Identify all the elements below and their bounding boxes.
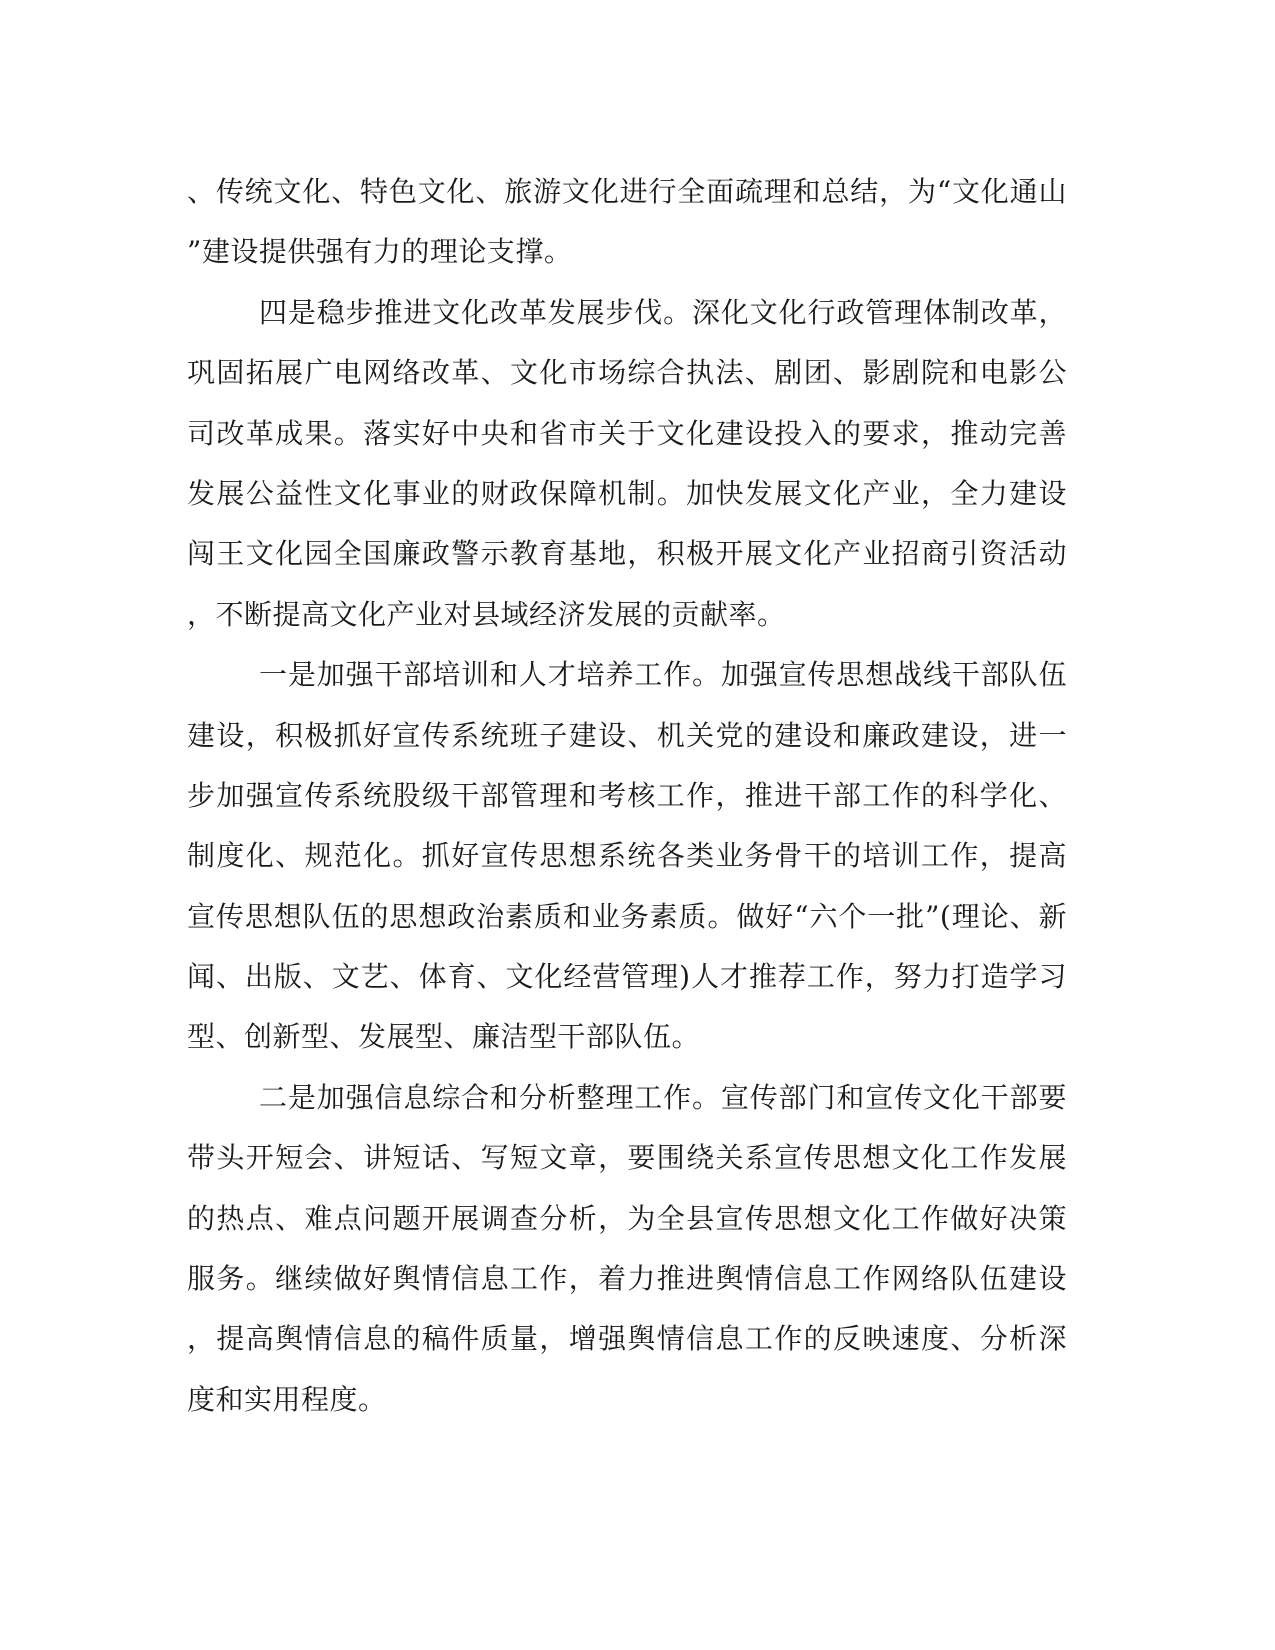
text-line: ”建设提供强有力的理论支撑。 xyxy=(187,235,573,269)
paragraph-first-line: 二是加强信息综合和分析整理工作。宣传部门和宣传文化干部要 xyxy=(259,1080,1067,1114)
text-line: 建设，积极抓好宣传系统班子建设、机关党的建设和廉政建设，进一 xyxy=(187,718,1067,752)
text-line: 司改革成果。落实好中央和省市关于文化建设投入的要求，推动完善 xyxy=(187,416,1067,450)
text-line: 服务。继续做好舆情信息工作，着力推进舆情信息工作网络队伍建设 xyxy=(187,1262,1067,1296)
text-line: 步加强宣传系统股级干部管理和考核工作，推进干部工作的科学化、 xyxy=(187,778,1067,812)
text-line: 闻、出版、文艺、体育、文化经营管理)人才推荐工作，努力打造学习 xyxy=(187,960,1067,994)
text-line: 、传统文化、特色文化、旅游文化进行全面疏理和总结，为“文化通山 xyxy=(187,175,1067,208)
text-line: 的热点、难点问题开展调查分析，为全县宣传思想文化工作做好决策 xyxy=(187,1201,1067,1235)
text-line: 度和实用程度。 xyxy=(187,1382,387,1416)
text-line: 制度化、规范化。抓好宣传思想系统各类业务骨干的培训工作，提高 xyxy=(187,839,1067,873)
body-text xyxy=(187,162,1067,1430)
text-line: 型、创新型、发展型、廉洁型干部队伍。 xyxy=(187,1020,701,1054)
text-line: 带头开短会、讲短话、写短文章，要围绕关系宣传思想文化工作发展 xyxy=(187,1141,1067,1175)
paragraph-first-line: 四是稳步推进文化改革发展步伐。深化文化行政管理体制改革， xyxy=(259,295,1067,329)
text-line: 宣传思想队伍的思想政治素质和业务素质。做好“六个一批”(理论、新 xyxy=(187,899,1067,933)
text-line: ，不断提高文化产业对县域经济发展的贡献率。 xyxy=(187,597,786,631)
paragraph-first-line: 一是加强干部培训和人才培养工作。加强宣传思想战线干部队伍 xyxy=(259,658,1067,692)
text-line: ，提高舆情信息的稿件质量，增强舆情信息工作的反映速度、分析深 xyxy=(187,1322,1067,1356)
text-line: 巩固拓展广电网络改革、文化市场综合执法、剧团、影剧院和电影公 xyxy=(187,356,1067,390)
text-line: 发展公益性文化事业的财政保障机制。加快发展文化产业，全力建设 xyxy=(187,476,1067,510)
text-line: 闯王文化园全国廉政警示教育基地，积极开展文化产业招商引资活动 xyxy=(187,537,1067,571)
